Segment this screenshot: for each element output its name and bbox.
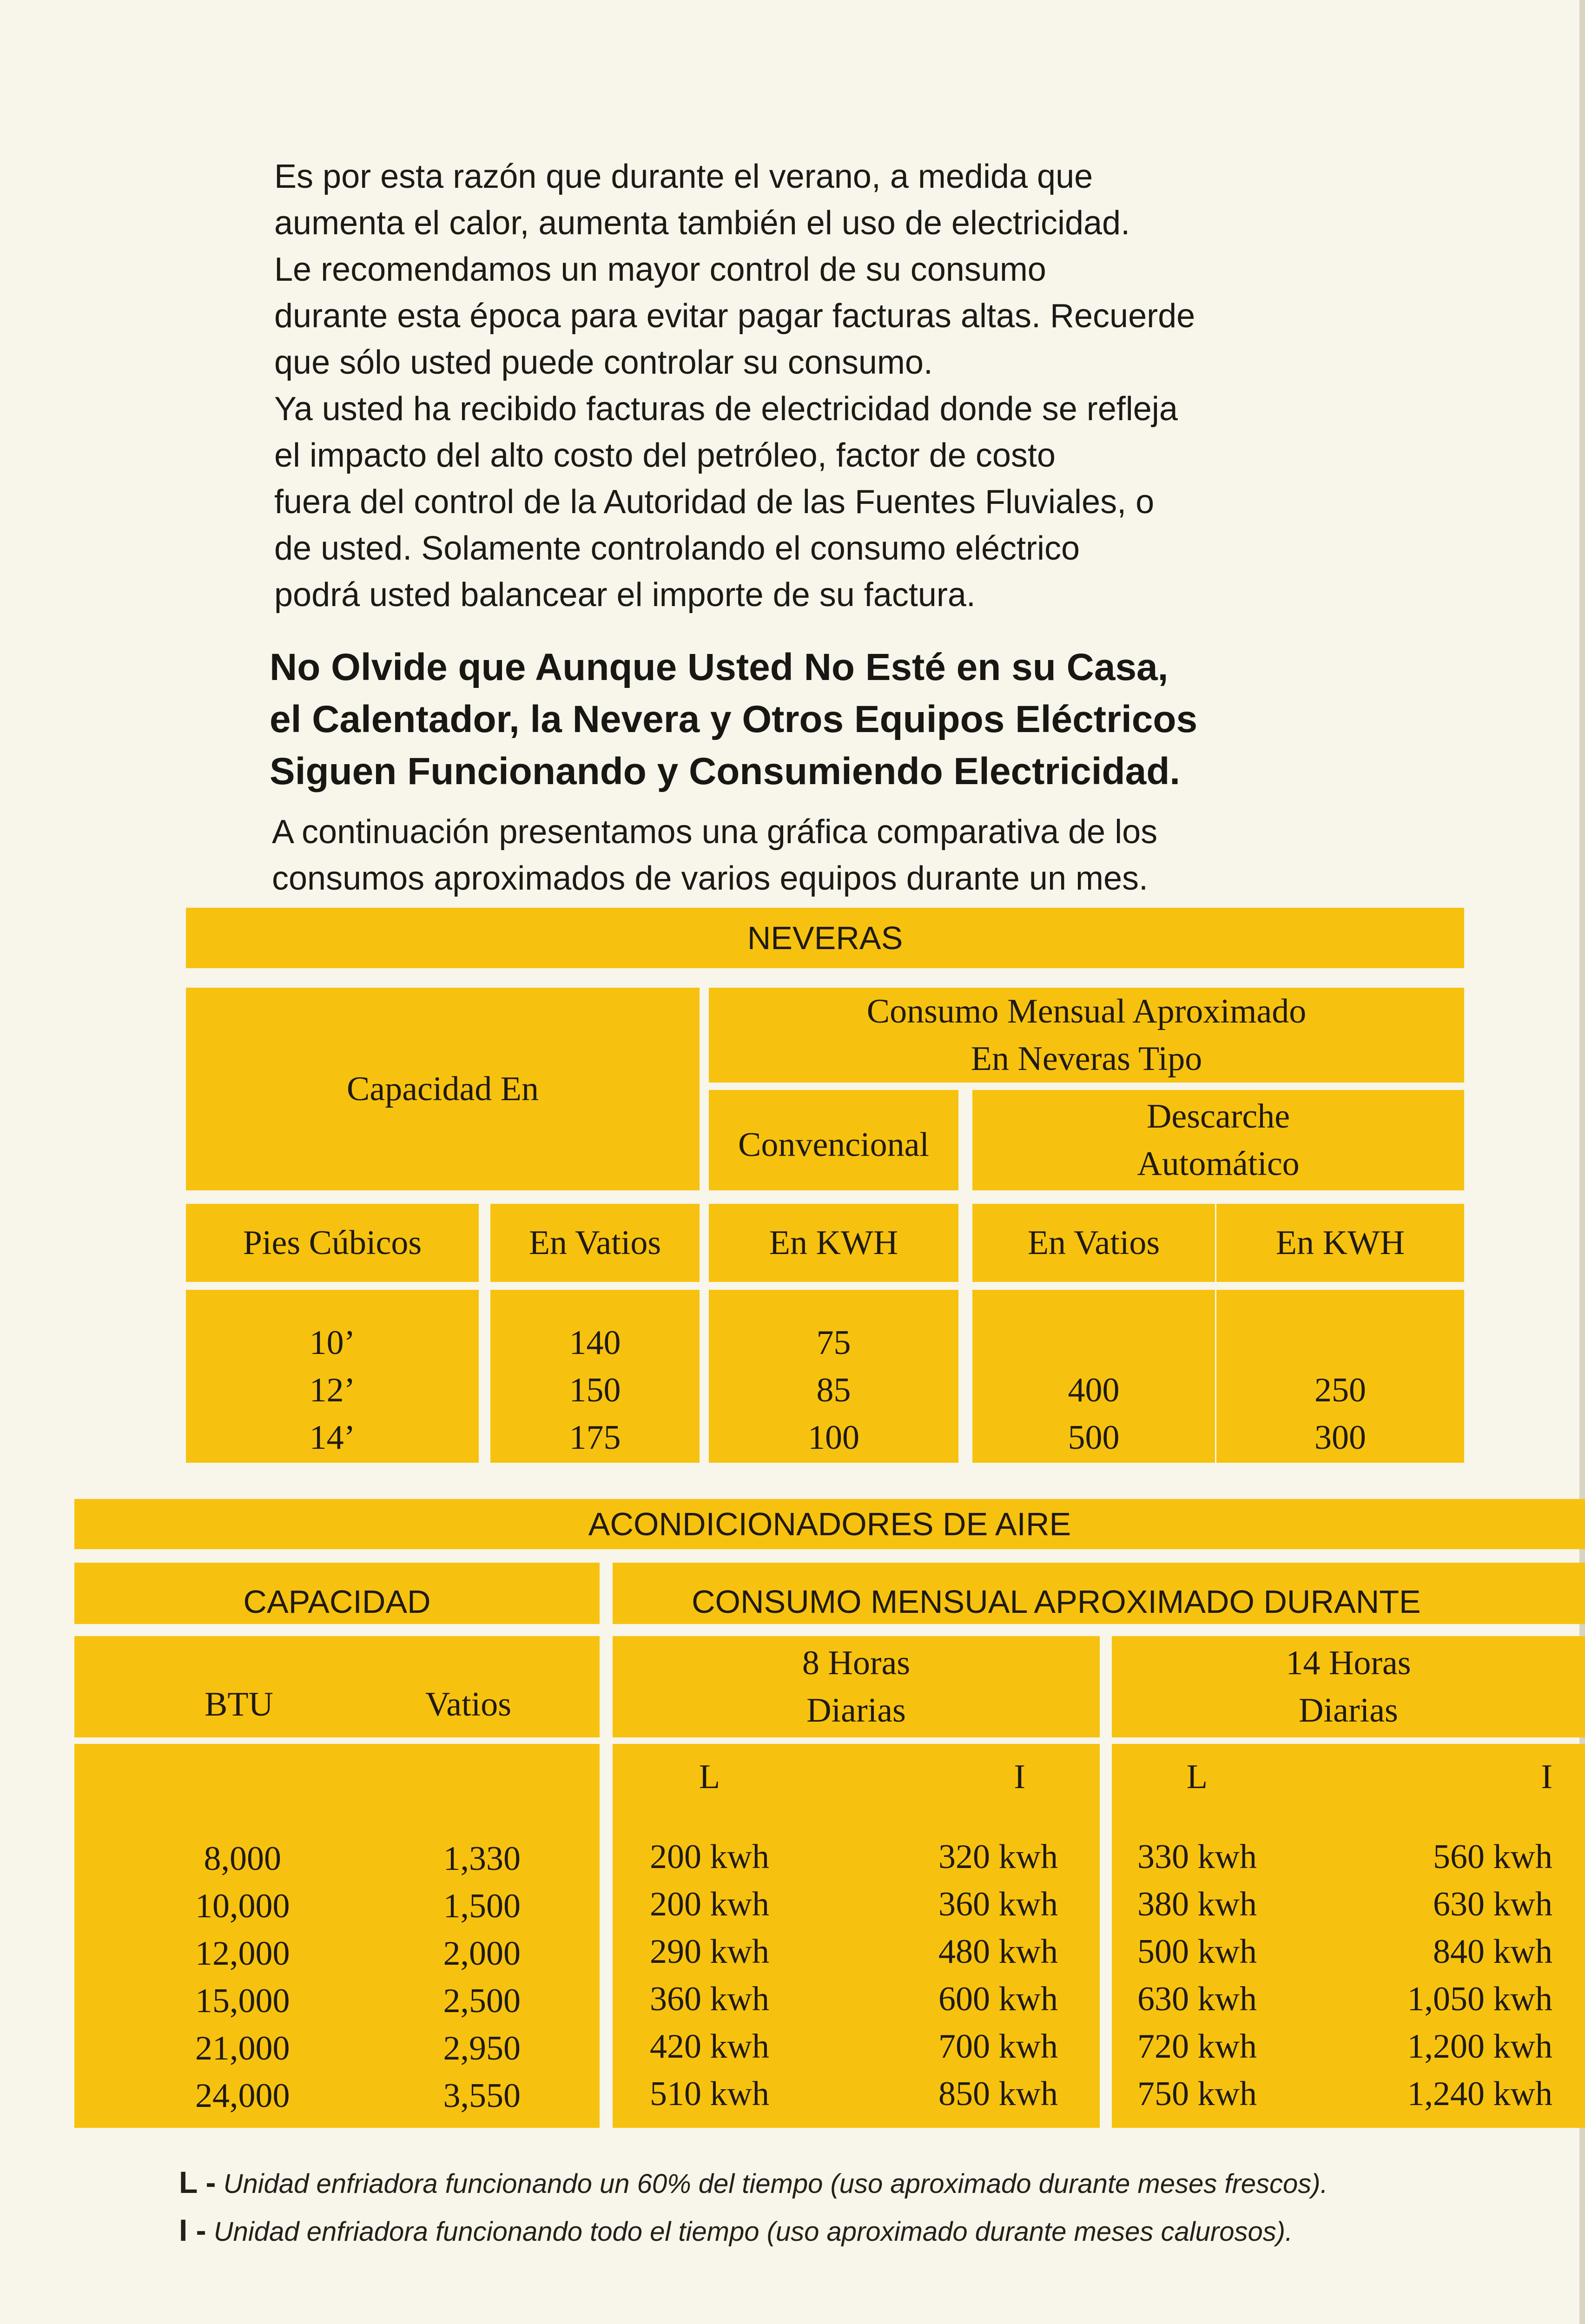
footnote-l xyxy=(179,2164,1328,2203)
aire-vatios-column xyxy=(443,1835,521,2119)
aire-vatios-value: 2,500 xyxy=(443,1982,521,2020)
aire-ocho-i-value: 320 kwh xyxy=(938,1838,1058,1876)
aire-ocho-l-value: 200 kwh xyxy=(650,1838,769,1876)
neveras-vatios-value: 175 xyxy=(569,1419,621,1457)
neveras-auto-vatios-value: 500 xyxy=(1068,1419,1120,1457)
intro-text xyxy=(274,153,1297,618)
bold-heading xyxy=(270,641,1292,798)
text-line: de usted. Solamente controlando el consumo eléctrico xyxy=(274,530,1080,567)
neveras-vatios-value: 140 xyxy=(569,1324,621,1362)
neveras-pies-value: 12’ xyxy=(309,1371,356,1409)
neveras-kwh-value: 75 xyxy=(816,1324,851,1362)
neveras-consumo-header xyxy=(709,988,1464,1083)
intro-paragraph-2 xyxy=(274,386,1297,618)
neveras-col-kwh: En KWH xyxy=(709,1204,958,1282)
text-line: Es por esta razón que durante el verano, a medida que xyxy=(274,158,1093,195)
aire-vatios-value: 2,000 xyxy=(443,1934,521,1973)
aire-ocho-i-value: 850 kwh xyxy=(938,2075,1058,2113)
text-line: podrá usted balancear el importe de su factura. xyxy=(274,576,976,614)
aire-catorce-i-value: 1,200 kwh xyxy=(1407,2027,1552,2066)
neveras-pies-value: 10’ xyxy=(309,1324,356,1362)
neveras-col-auto-vatios: En Vatios xyxy=(972,1204,1215,1282)
text-line: Ya usted ha recibido facturas de electricidad donde se refleja xyxy=(274,390,1178,428)
neveras-convencional-header: Convencional xyxy=(709,1090,958,1190)
text-line: durante esta época para evitar pagar facturas altas. Recuerde xyxy=(274,297,1195,335)
neveras-auto-kwh-values xyxy=(1216,1290,1464,1463)
aire-vatios-value: 1,500 xyxy=(443,1887,521,1925)
aire-ocho-horas-values xyxy=(613,1744,1100,2128)
aire-ocho-l-value: 420 kwh xyxy=(650,2027,769,2066)
aire-ocho-i-value: 360 kwh xyxy=(938,1885,1058,1923)
neveras-kwh-value: 100 xyxy=(808,1419,859,1457)
aire-i-label: I xyxy=(1014,1758,1025,1796)
heading-line: Siguen Funcionando y Consumiendo Electricidad. xyxy=(270,750,1181,792)
aire-vatios-value: 1,330 xyxy=(443,1840,521,1878)
neveras-auto-vatios-value: 400 xyxy=(1068,1371,1120,1409)
aire-ocho-l-column xyxy=(650,1753,769,2118)
text-line: aumenta el calor, aumenta también el uso de electricidad. xyxy=(274,205,1130,242)
aire-btu-column xyxy=(195,1835,290,2119)
footnote-i xyxy=(179,2212,1293,2251)
aire-catorce-l-value: 720 kwh xyxy=(1137,2027,1257,2066)
text-line: el impacto del alto costo del petróleo, factor de costo xyxy=(274,437,1056,474)
aire-ocho-l-value: 290 kwh xyxy=(650,1933,769,1971)
neveras-kwh-value: 85 xyxy=(816,1371,851,1409)
header-line: Diarias xyxy=(1299,1691,1398,1730)
aire-title: ACONDICIONADORES DE AIRE xyxy=(74,1499,1585,1549)
neveras-capacidad-header: Capacidad En xyxy=(186,988,700,1190)
aire-catorce-l-value: 750 kwh xyxy=(1137,2075,1257,2113)
header-line: 8 Horas xyxy=(802,1644,911,1682)
aire-catorce-i-column xyxy=(1407,1753,1552,2118)
neveras-pies-values xyxy=(186,1290,479,1463)
aire-l-label: L xyxy=(699,1758,720,1796)
header-line: Diarias xyxy=(806,1691,906,1730)
footnote-text: Unidad enfriadora funcionando todo el tiempo (uso aproximado durante meses calurosos). xyxy=(213,2217,1293,2247)
aire-ocho-horas-header xyxy=(613,1636,1100,1737)
lead-text xyxy=(272,809,1294,902)
header-line: Descarche xyxy=(1146,1097,1290,1136)
header-line: En Neveras Tipo xyxy=(971,1040,1202,1078)
aire-ocho-i-value: 700 kwh xyxy=(938,2027,1058,2066)
aire-catorce-l-value: 330 kwh xyxy=(1137,1838,1257,1876)
aire-catorce-l-column xyxy=(1137,1753,1257,2118)
neveras-descarche-header xyxy=(972,1090,1464,1190)
neveras-col-pies: Pies Cúbicos xyxy=(186,1204,479,1282)
aire-catorce-l-value: 630 kwh xyxy=(1137,1980,1257,2018)
aire-vatios-label: Vatios xyxy=(425,1685,511,1723)
aire-catorce-i-value: 560 kwh xyxy=(1433,1838,1552,1876)
aire-catorce-horas-values xyxy=(1112,1744,1585,2128)
header-line: Consumo Mensual Aproximado xyxy=(866,992,1307,1030)
aire-i-label: I xyxy=(1541,1758,1552,1796)
aire-capacity-values xyxy=(74,1744,600,2128)
aire-catorce-i-value: 840 kwh xyxy=(1433,1933,1552,1971)
neveras-kwh-values xyxy=(709,1290,958,1463)
aire-btu-value: 10,000 xyxy=(195,1887,290,1925)
aire-catorce-horas-header xyxy=(1112,1636,1585,1737)
neveras-title: NEVERAS xyxy=(186,908,1464,968)
footnote-mark: L - xyxy=(179,2165,216,2199)
aire-btu-value: 21,000 xyxy=(195,2029,290,2067)
neveras-vatios-values xyxy=(490,1290,700,1463)
neveras-pies-value: 14’ xyxy=(309,1419,356,1457)
aire-btu-value: 24,000 xyxy=(195,2077,290,2115)
aire-ocho-l-value: 360 kwh xyxy=(650,1980,769,2018)
aire-ocho-i-value: 480 kwh xyxy=(938,1933,1058,1971)
aire-ocho-l-value: 510 kwh xyxy=(650,2075,769,2113)
text-line: A continuación presentamos una gráfica comparativa de los xyxy=(272,813,1158,851)
aire-catorce-i-value: 1,240 kwh xyxy=(1407,2075,1552,2113)
header-line: Automático xyxy=(1137,1145,1300,1183)
text-line: que sólo usted puede controlar su consumo. xyxy=(274,344,933,381)
footnote-text: Unidad enfriadora funcionando un 60% del tiempo (uso aproximado durante meses frescos). xyxy=(223,2169,1328,2199)
aire-vatios-value: 3,550 xyxy=(443,2077,521,2115)
neveras-auto-kwh-value: 250 xyxy=(1314,1371,1366,1409)
aire-l-label: L xyxy=(1186,1758,1208,1796)
neveras-col-vatios: En Vatios xyxy=(490,1204,700,1282)
text-line: consumos aproximados de varios equipos durante un mes. xyxy=(272,860,1149,897)
heading-line: No Olvide que Aunque Usted No Esté en su Casa, xyxy=(270,646,1169,688)
footnote-mark: I - xyxy=(179,2213,206,2247)
neveras-vatios-value: 150 xyxy=(569,1371,621,1409)
aire-catorce-i-value: 1,050 kwh xyxy=(1407,1980,1552,2018)
aire-vatios-value: 2,950 xyxy=(443,2029,521,2067)
aire-capacidad-header: CAPACIDAD xyxy=(74,1563,600,1624)
aire-catorce-l-value: 380 kwh xyxy=(1137,1885,1257,1923)
heading-line: el Calentador, la Nevera y Otros Equipos Eléctricos xyxy=(270,698,1198,740)
neveras-auto-kwh-value: 300 xyxy=(1314,1419,1366,1457)
header-line: 14 Horas xyxy=(1286,1644,1411,1682)
intro-paragraph-1 xyxy=(274,153,1297,386)
aire-btu-value: 8,000 xyxy=(204,1840,281,1878)
aire-units-header xyxy=(74,1636,600,1737)
aire-ocho-l-value: 200 kwh xyxy=(650,1885,769,1923)
neveras-auto-vatios-values xyxy=(972,1290,1215,1463)
text-line: fuera del control de la Autoridad de las Fuentes Fluviales, o xyxy=(274,483,1155,521)
aire-catorce-l-value: 500 kwh xyxy=(1137,1933,1257,1971)
aire-btu-label: BTU xyxy=(205,1685,273,1723)
aire-btu-value: 12,000 xyxy=(195,1934,290,1973)
aire-btu-value: 15,000 xyxy=(195,1982,290,2020)
aire-ocho-i-column xyxy=(938,1753,1058,2118)
aire-ocho-i-value: 600 kwh xyxy=(938,1980,1058,2018)
text-line: Le recomendamos un mayor control de su consumo xyxy=(274,251,1046,288)
neveras-col-auto-kwh: En KWH xyxy=(1216,1204,1464,1282)
aire-catorce-i-value: 630 kwh xyxy=(1433,1885,1552,1923)
aire-consumo-header: CONSUMO MENSUAL APROXIMADO DURANTE xyxy=(613,1563,1585,1624)
